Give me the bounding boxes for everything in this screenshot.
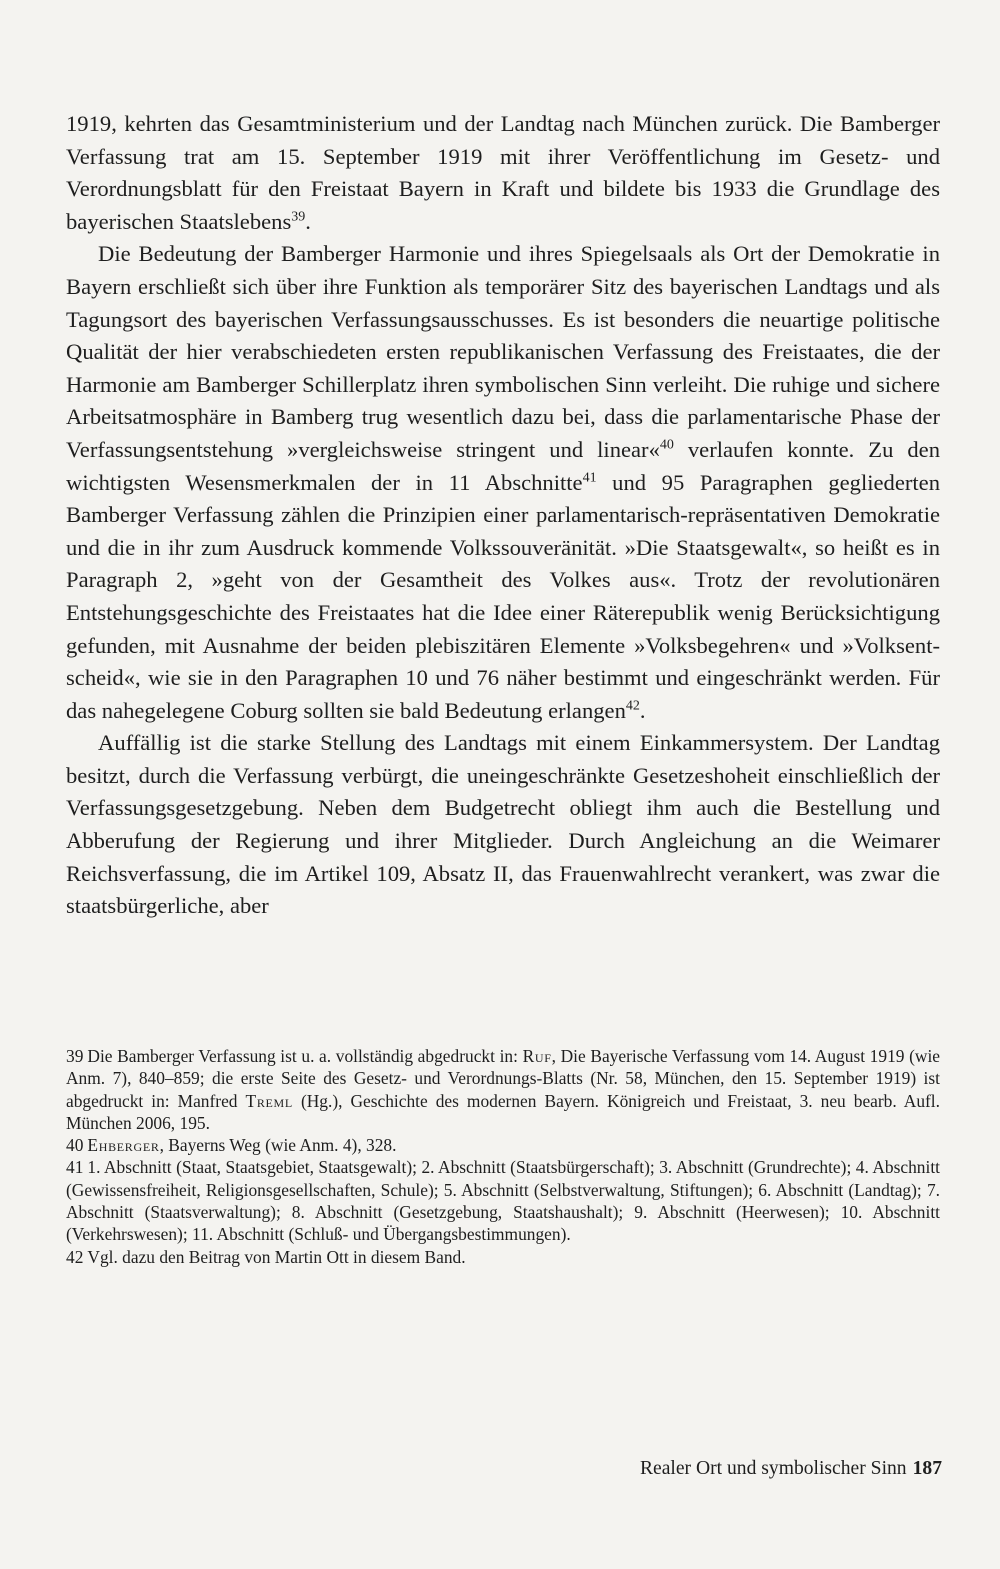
footnote-text: Die Bamberger Verfassung ist u. a. vollständig abgedruckt in: <box>87 1046 523 1066</box>
footnote-40 <box>66 1134 940 1156</box>
paragraph-3 <box>66 727 940 923</box>
page-number: 187 <box>912 1458 942 1479</box>
author-name: Treml <box>245 1090 293 1111</box>
footnote-number: 42 <box>66 1246 84 1267</box>
footnote-42 <box>66 1246 940 1268</box>
main-text <box>66 108 940 923</box>
paragraph-1 <box>66 108 940 238</box>
paragraph-text: . <box>305 208 311 234</box>
footnote-ref-40[interactable]: 40 <box>659 437 674 453</box>
running-title: Realer Ort und symbolischer Sinn <box>639 1458 907 1479</box>
footnote-ref-42[interactable]: 42 <box>625 698 640 714</box>
footnote-ref-39[interactable]: 39 <box>291 209 306 225</box>
footnote-number: 40 <box>66 1135 84 1156</box>
footnote-text: (Hg.), Geschichte des modernen Bayern. Königreich und Freistaat, 3. neu bearb. Aufl. München 2006, 195. <box>66 1090 940 1133</box>
footnotes <box>66 1045 940 1268</box>
paragraph-text: verlaufen konnte. Zu den wichtigsten Wesensmerkmalen der in 11 Abschnitte <box>66 436 940 495</box>
running-footer <box>640 1458 942 1480</box>
footnote-text: 1. Abschnitt (Staat, Staatsgebiet, Staatsgewalt); 2. Abschnitt (Staatsbürgerschaft); 3. Abschnitt (Grundrechte); 4. Abschnitt (Gewissensfreiheit, Religionsgesellschaften, Schule); 5. Abschnitt (Selbstverwaltung, Stiftungen); 6. Abschnitt (Landtag); 7. Abschnitt (Staatsverwaltung); 8. Abschnitt (Gesetzgebung, Staatshaushalt); 9. Abschnitt (Heerwesen); 10. Abschnitt (Verkehrswesen); 11. Abschnitt (Schluß- und Übergangsbestimmungen). <box>66 1157 940 1245</box>
paragraph-2 <box>66 238 940 727</box>
paragraph-text: und 95 Paragraphen gegliederten Bamberger Verfassung zählen die Prinzipien einer parlamentarisch-repräsentativen Demokratie und die in ihr zum Ausdruck kommende Volkssouveränität. »Die Staatsgewalt«, so heißt es in Paragraph 2, »geht von der Gesamtheit des Volkes aus«. Trotz der revolutionären Entstehungsgeschichte des Freistaates hat die Idee einer Räterepublik wenig Berücksichtigung gefunden, mit Ausnahme der beiden plebiszitären Elemente »Volksbegehren« und »Volksentscheid«, wie sie in den Paragraphen 10 und 76 näher bestimmt und eingeschränkt werden. Für das nahegelegene Coburg sollten sie bald Bedeutung erlangen <box>66 469 940 723</box>
footnote-ref-41[interactable]: 41 <box>582 469 597 485</box>
author-name: Ruf <box>522 1046 552 1066</box>
footnote-41 <box>66 1156 940 1245</box>
footnote-text: Vgl. dazu den Beitrag von Martin Ott in diesem Band. <box>87 1246 466 1267</box>
paragraph-text: Auffällig ist die starke Stellung des Landtags mit einem Einkammersystem. Der Landtag besitzt, durch die Verfassung verbürgt, die uneingeschränkte Gesetzeshoheit einschließlich der Verfassungsgesetzgebung. Neben dem Budgetrecht obliegt ihm auch die Bestellung und Abberufung der Regierung und ihrer Mitglieder. Durch Angleichung an die Weimarer Reichsverfassung, die im Artikel 109, Absatz II, das Frauenwahlrecht verankert, was zwar die staatsbürgerliche, aber <box>66 730 940 919</box>
author-name: Ehberger <box>87 1135 160 1156</box>
footnote-number: 39 <box>66 1046 84 1066</box>
footnote-text: , Die Bayerische Verfassung vom 14. August 1919 (wie Anm. 7), 840–859; die erste Seite des Gesetz- und Verordnungs-Blatts (Nr. 58, München, den 15. September 1919) ist abgedruckt in: Manfred <box>66 1046 940 1111</box>
footnote-text: , Bayerns Weg (wie Anm. 4), 328. <box>159 1135 397 1156</box>
paragraph-text: . <box>639 697 646 723</box>
paragraph-text: 1919, kehrten das Gesamtministerium und der Landtag nach München zurück. Die Bamberger Verfassung trat am 15. September 1919 mit ihrer Veröffentlichung im Gesetz- und Verordnungsblatt für den Freistaat Bayern in Kraft und bildete bis 1933 die Grundlage des bayerischen Staatslebens <box>66 111 940 234</box>
paragraph-text: Die Bedeutung der Bamberger Harmonie und ihres Spiegelsaals als Ort der Demokratie in Bayern erschließt sich über ihre Funktion als temporärer Sitz des bayerischen Landtags und als Tagungsort des bayerischen Verfassungsausschusses. Es ist besonders die neuartige politische Qualität der hier verabschiedeten ersten republikanischen Verfassung des Freistaates, die der Harmonie am Bamberger Schillerplatz ihren symbolischen Sinn verleiht. Die ruhige und sichere Arbeitsatmosphäre in Bamberg trug wesentlich dazu bei, dass die parlamentarische Phase der Verfassungsentstehung »vergleichsweise stringent und linear« <box>66 241 940 462</box>
footnote-39 <box>66 1045 940 1134</box>
footnote-number: 41 <box>66 1157 84 1178</box>
